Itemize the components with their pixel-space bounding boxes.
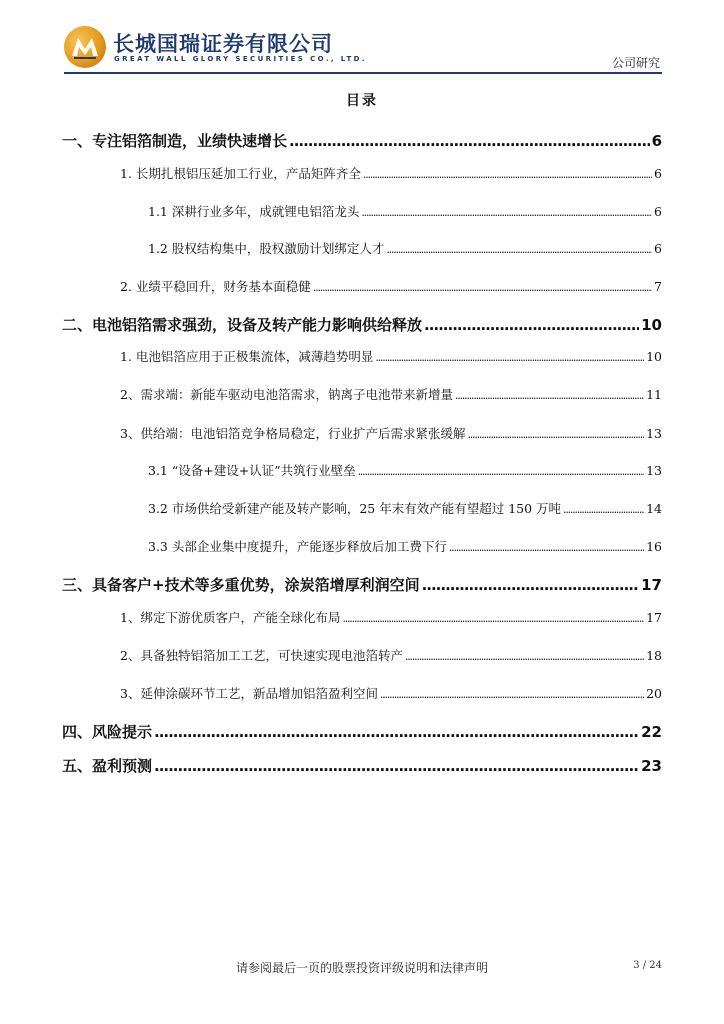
toc-entry-page: 7 <box>654 279 662 294</box>
toc-leader <box>375 351 644 364</box>
toc-entry-page: 18 <box>646 648 662 663</box>
company-name-cn: 长城国瑞证券有限公司 <box>113 32 333 56</box>
toc-entry-page: 14 <box>646 501 662 516</box>
toc-entry-label: 1. 电池铝箔应用于正极集流体，减薄趋势明显 <box>120 349 374 364</box>
toc-entry-page: 6 <box>654 204 662 219</box>
toc-entry-label: 四、风险提示 <box>62 723 153 741</box>
toc-entry-label: 1. 长期扎根铝压延加工行业，产品矩阵齐全 <box>120 166 361 181</box>
toc-entry-label: 三、具备客户+技术等多重优势，涂炭箔增厚利润空间 <box>62 576 420 594</box>
toc-entry-page: 6 <box>654 166 662 181</box>
toc-entry[interactable] <box>148 499 662 517</box>
toc-entry-label: 2、具备独特铝箔加工工艺，可快速实现电池箔转产 <box>120 648 403 663</box>
footer-disclaimer: 请参阅最后一页的股票投资评级说明和法律声明 <box>235 961 488 975</box>
toc-entry-label: 二、电池铝箔需求强劲，设备及转产能力影响供给释放 <box>62 316 423 334</box>
toc-leader <box>422 576 640 594</box>
toc-entry[interactable] <box>120 164 662 182</box>
toc-leader <box>313 281 652 294</box>
toc-entry-page: 20 <box>646 686 662 701</box>
toc-leader <box>380 688 644 701</box>
toc-entry-page: 22 <box>641 723 662 741</box>
toc-leader <box>154 723 639 741</box>
toc-entry[interactable] <box>120 608 662 626</box>
toc-leader <box>386 243 652 256</box>
toc-entry-page: 17 <box>641 576 662 594</box>
toc-entry-label: 2. 业绩平稳回升，财务基本面稳健 <box>120 279 311 294</box>
toc-entry-page: 11 <box>646 387 662 402</box>
toc-entry-label: 1.1 深耕行业多年，成就锂电铝箔龙头 <box>148 204 360 219</box>
toc-entry[interactable] <box>62 314 662 335</box>
toc-entry-page: 10 <box>646 349 662 364</box>
page-header <box>0 0 724 80</box>
toc-entry-label: 一、专注铝箔制造，业绩快速增长 <box>62 132 288 150</box>
toc-entry-label: 2、需求端：新能车驱动电池箔需求，钠离子电池带来新增量 <box>120 387 453 402</box>
toc-entry[interactable] <box>120 385 662 403</box>
toc-leader <box>358 465 645 478</box>
toc-leader <box>467 428 644 441</box>
toc-entry[interactable] <box>120 684 662 702</box>
toc-leader <box>455 389 644 402</box>
toc-entry-page: 16 <box>646 539 662 554</box>
toc-entry[interactable] <box>148 461 662 479</box>
toc-entry-label: 3、延伸涂碳环节工艺，新品增加铝箔盈利空间 <box>120 686 378 701</box>
toc-entry-page: 13 <box>646 426 662 441</box>
toc-entry[interactable] <box>120 277 662 295</box>
toc-leader <box>563 503 644 516</box>
toc-entry-page: 17 <box>646 610 662 625</box>
toc-entry-label: 1、绑定下游优质客户，产能全球化布局 <box>120 610 341 625</box>
toc-entry-label: 3.2 市场供给受新建产能及转产影响，25 年末有效产能有望超过 150 万吨 <box>148 501 562 516</box>
company-name-en: GREAT WALL GLORY SECURITIES CO., LTD. <box>114 55 367 63</box>
toc-entry-label: 3.3 头部企业集中度提升，产能逐步释放后加工费下行 <box>148 539 447 554</box>
toc-entry-label: 1.2 股权结构集中，股权激励计划绑定人才 <box>148 241 385 256</box>
toc-entry-label: 五、盈利预测 <box>62 757 153 775</box>
toc-leader <box>289 132 650 150</box>
logo-mark-icon <box>70 34 100 60</box>
toc-entry[interactable] <box>62 130 662 151</box>
toc-entry[interactable] <box>62 755 662 776</box>
toc-entry[interactable] <box>120 424 662 442</box>
toc-title: 目录 <box>346 93 378 109</box>
toc-entry-label: 3、供给端：电池铝箔竞争格局稳定，行业扩产后需求紧张缓解 <box>120 426 466 441</box>
toc-entry[interactable] <box>62 574 662 595</box>
toc-entry[interactable] <box>148 202 662 220</box>
toc-entry[interactable] <box>62 721 662 742</box>
toc-leader <box>154 757 639 775</box>
toc-entry-page: 13 <box>646 463 662 478</box>
toc-entry-page: 23 <box>641 757 662 775</box>
toc-leader <box>342 612 644 625</box>
header-divider <box>64 72 662 74</box>
toc-entry[interactable] <box>120 347 662 365</box>
toc-leader <box>363 168 652 181</box>
toc-entry[interactable] <box>148 239 662 257</box>
toc-entry-page: 6 <box>654 241 662 256</box>
toc-leader <box>361 206 652 219</box>
toc-leader <box>424 316 639 334</box>
toc-leader <box>405 650 644 663</box>
toc-entry[interactable] <box>120 646 662 664</box>
toc-entry-page: 6 <box>651 132 662 150</box>
toc-entry[interactable] <box>148 537 662 555</box>
page-number: 3 / 24 <box>633 960 662 971</box>
company-logo <box>64 26 106 68</box>
toc-entry-label: 3.1 “设备+建设+认证”共筑行业壁垒 <box>148 463 356 478</box>
toc-entry-page: 10 <box>641 316 662 334</box>
report-type: 公司研究 <box>611 56 660 70</box>
toc-leader <box>449 541 644 554</box>
